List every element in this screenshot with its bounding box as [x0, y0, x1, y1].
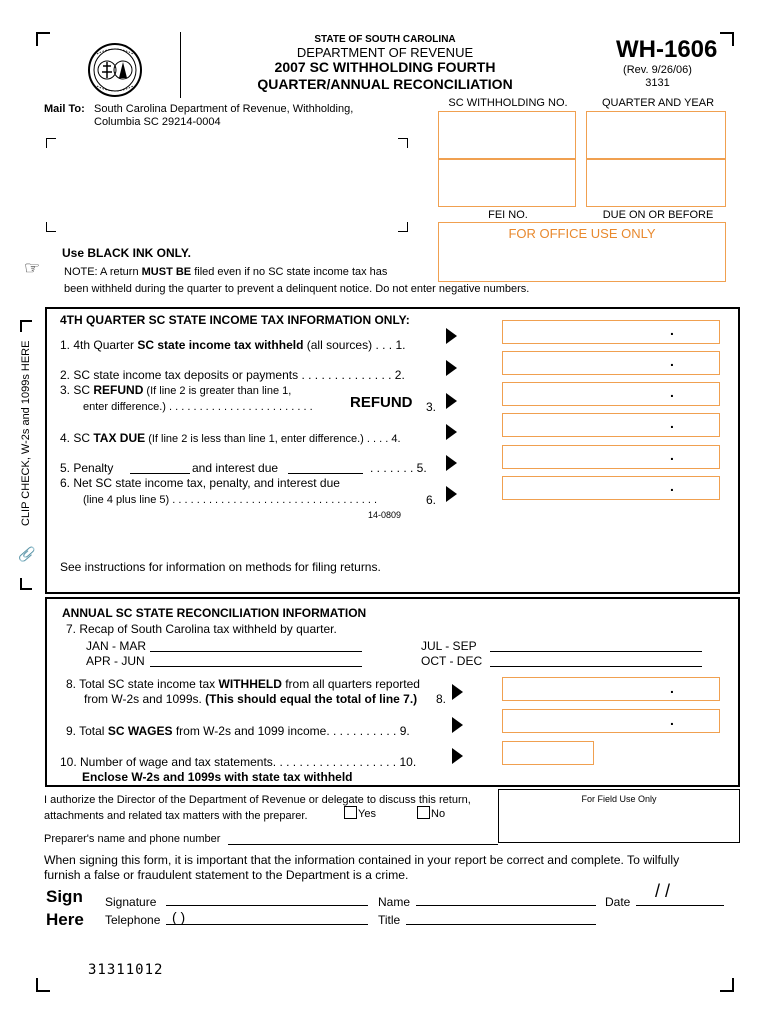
jul-sep-label: JUL - SEP — [421, 639, 477, 653]
withholding-no-label: SC WITHHOLDING NO. — [448, 97, 568, 109]
line4-decimal: . — [670, 415, 674, 431]
apr-jun-field[interactable] — [150, 666, 362, 667]
line10-text: 10. Number of wage and tax statements. . . . . . . . . . . . . . . . . . . 10. — [60, 755, 417, 769]
line4-post: (If line 2 is less than line 1, enter difference.) . . . . 4. — [145, 433, 401, 445]
line2-amount-field[interactable] — [502, 351, 720, 375]
jan-mar-field[interactable] — [150, 651, 362, 652]
line4-bold: TAX DUE — [93, 431, 146, 445]
office-use-label: FOR OFFICE USE ONLY — [508, 226, 656, 241]
withholding-no-field[interactable] — [438, 111, 576, 159]
line3-pre: 3. SC — [60, 383, 94, 397]
oct-dec-field[interactable] — [490, 666, 702, 667]
authorize-yes-checkbox[interactable] — [344, 806, 357, 819]
address-mark-br — [398, 222, 408, 232]
line1-pre: 1. 4th Quarter — [60, 338, 138, 352]
line9-amount-field[interactable] — [502, 709, 720, 733]
sign-label: Sign — [46, 887, 83, 906]
line9-pre: 9. Total — [66, 724, 108, 738]
line8-decimal: . — [670, 680, 674, 696]
clip-check-area — [8, 320, 38, 595]
signature-field[interactable] — [166, 905, 368, 906]
oct-dec-label: OCT - DEC — [421, 654, 483, 668]
form-title-line1: 2007 SC WITHHOLDING FOURTH — [274, 59, 496, 75]
note-rest: filed even if no SC state income tax has — [191, 266, 388, 278]
signature-label: Signature — [105, 895, 157, 909]
line6-amount-field[interactable] — [502, 476, 720, 500]
clip-mark-bottom — [20, 578, 32, 590]
address-mark-tr — [398, 138, 408, 148]
line6-decimal: . — [670, 478, 674, 494]
line9-post: from W-2s and 1099 income. . . . . . . . . . . 9. — [172, 724, 410, 738]
quarter-year-label: QUARTER AND YEAR — [601, 97, 715, 109]
line9-bold: SC WAGES — [107, 724, 173, 738]
here-label: Here — [46, 910, 84, 929]
form-code: 3131 — [645, 77, 670, 89]
line5-number: . . . . . . . 5. — [370, 461, 427, 475]
section-4-heading: 4TH QUARTER SC STATE INCOME TAX INFORMATION ONLY: — [60, 313, 410, 327]
line1-amount-field[interactable] — [502, 320, 720, 344]
authorize-no-checkbox[interactable] — [417, 806, 430, 819]
address-mark-bl — [46, 222, 56, 232]
crop-mark-top-right — [720, 32, 734, 46]
pointing-hand-icon: ☞ — [24, 258, 41, 278]
line8-bold: WITHHELD — [218, 677, 282, 691]
jan-mar-label: JAN - MAR — [86, 639, 146, 653]
section-form-code: 14-0809 — [368, 510, 402, 520]
line5-interest-label: and interest due — [192, 461, 279, 475]
authorize-yes-label: Yes — [358, 808, 376, 820]
enclose-instruction: Enclose W-2s and 1099s with state tax withheld — [82, 770, 353, 784]
line1-arrow-icon — [446, 328, 457, 344]
refund-label: REFUND — [350, 394, 413, 411]
line8-arrow-icon — [452, 684, 463, 700]
line4-arrow-icon — [446, 424, 457, 440]
apr-jun-label: APR - JUN — [86, 654, 145, 668]
line6-number: 6. — [426, 493, 437, 507]
authorize-no-label: No — [431, 808, 446, 820]
interest-field[interactable] — [288, 473, 363, 474]
line3-post: (If line 2 is greater than line 1, — [143, 385, 292, 397]
line9-text — [66, 724, 410, 738]
state-name: STATE OF SOUTH CAROLINA — [314, 34, 456, 45]
scan-line-number: 31311012 — [88, 962, 164, 978]
line4-amount-field[interactable] — [502, 413, 720, 437]
line1-text — [60, 338, 405, 352]
mail-to-label: Mail To: — [44, 103, 85, 115]
line8-amount-field[interactable] — [502, 677, 720, 701]
mail-to-line1: South Carolina Department of Revenue, Withholding, — [94, 103, 354, 115]
fei-no-field[interactable] — [438, 159, 576, 207]
note-line1 — [64, 266, 387, 278]
title-field[interactable] — [406, 924, 596, 925]
line6-arrow-icon — [446, 486, 457, 502]
clip-mark-top — [20, 320, 32, 332]
line9-decimal: . — [670, 712, 674, 728]
line8-post: from all quarters reported — [281, 677, 420, 691]
line3-sub: enter difference.) . . . . . . . . . . . . . . . . . . . . . . . . — [83, 401, 313, 413]
line8-sub-bold: (This should equal the total of line 7.) — [205, 692, 418, 706]
line9-arrow-icon — [452, 717, 463, 733]
line5-amount-field[interactable] — [502, 445, 720, 469]
line3-amount-field[interactable] — [502, 382, 720, 406]
preparer-field[interactable] — [228, 844, 498, 845]
annual-heading: ANNUAL SC STATE RECONCILIATION INFORMATION — [62, 606, 367, 620]
line6-sub: (line 4 plus line 5) . . . . . . . . . . . . . . . . . . . . . . . . . . . . . . . . . . — [83, 494, 378, 506]
jul-sep-field[interactable] — [490, 651, 702, 652]
note-line2: been withheld during the quarter to prevent a delinquent notice. Do not enter negative numbers. — [64, 283, 530, 295]
due-date-label: DUE ON OR BEFORE — [602, 209, 714, 221]
telephone-area-code: ( ) — [172, 909, 186, 925]
authorize-line1: I authorize the Director of the Department of Revenue or delegate to discuss this return, — [44, 794, 471, 806]
fei-no-label: FEI NO. — [488, 209, 528, 221]
line2-arrow-icon — [446, 360, 457, 376]
line3-bold: REFUND — [93, 383, 144, 397]
note-must-be: MUST BE — [141, 266, 192, 278]
crop-mark-bottom-right — [720, 978, 734, 992]
name-field[interactable] — [416, 905, 596, 906]
see-instructions: See instructions for information on methods for filing returns. — [60, 560, 381, 574]
crop-mark-bottom-left — [36, 978, 50, 992]
clip-check-label: CLIP CHECK, W-2s and 1099s HERE — [20, 340, 32, 526]
preparer-label: Preparer's name and phone number — [44, 833, 221, 845]
line2-text: 2. SC state income tax deposits or payments . . . . . . . . . . . . . . 2. — [60, 368, 405, 382]
line8-sub-pre: from W-2s and 1099s. — [84, 692, 206, 706]
line4-pre: 4. SC — [60, 431, 94, 445]
line7-text: 7. Recap of South Carolina tax withheld by quarter. — [66, 622, 337, 636]
telephone-label: Telephone — [105, 913, 161, 927]
note-prefix: NOTE: A return — [64, 266, 142, 278]
black-ink-instruction: Use BLACK INK ONLY. — [62, 246, 191, 260]
date-label: Date — [605, 895, 631, 909]
warning-line1: When signing this form, it is important that the information contained in your report be correct and complete. To wilfully — [44, 853, 680, 867]
line1-bold: SC state income tax withheld — [137, 338, 304, 352]
title-label: Title — [378, 913, 401, 927]
line8-text — [66, 677, 420, 691]
line1-decimal: . — [670, 322, 674, 338]
line8-sub — [84, 692, 417, 706]
line10-count-field[interactable] — [502, 741, 594, 765]
authorize-line2: attachments and related tax matters with the preparer. — [44, 810, 308, 822]
crop-mark-top-left — [36, 32, 50, 46]
line3-arrow-icon — [446, 393, 457, 409]
form-title-line2: QUARTER/ANNUAL RECONCILIATION — [257, 76, 513, 92]
penalty-field[interactable] — [130, 473, 190, 474]
telephone-field[interactable] — [166, 924, 368, 925]
line3-decimal: . — [670, 384, 674, 400]
form-number: WH-1606 — [616, 36, 718, 63]
line3-text — [60, 383, 291, 397]
mail-to-line2: Columbia SC 29214-0004 — [94, 116, 221, 128]
date-slashes: / / — [655, 881, 671, 901]
line8-number: 8. — [436, 692, 447, 706]
field-use-label: For Field Use Only — [581, 794, 657, 804]
line4-text — [60, 431, 401, 445]
due-date-field[interactable] — [586, 159, 726, 207]
line6-text: 6. Net SC state income tax, penalty, and interest due — [60, 476, 340, 490]
line8-pre: 8. Total SC state income tax — [66, 677, 219, 691]
line5-arrow-icon — [446, 455, 457, 471]
line5-label: 5. Penalty — [60, 461, 114, 475]
paperclip-icon: 📎 — [19, 545, 36, 564]
name-label: Name — [378, 895, 411, 909]
line10-arrow-icon — [452, 748, 463, 764]
header-divider — [180, 32, 181, 98]
sc-state-seal-icon — [87, 42, 143, 98]
department-name: DEPARTMENT OF REVENUE — [296, 45, 474, 60]
line2-decimal: . — [670, 353, 674, 369]
date-field[interactable] — [636, 905, 724, 906]
warning-line2: furnish a false or fraudulent statement to the Department is a crime. — [44, 868, 409, 882]
line3-number: 3. — [426, 400, 437, 414]
quarter-year-field[interactable] — [586, 111, 726, 159]
address-mark-tl — [46, 138, 56, 148]
line5-decimal: . — [670, 447, 674, 463]
form-revision: (Rev. 9/26/06) — [623, 64, 692, 76]
line1-post: (all sources) . . . 1. — [303, 338, 406, 352]
